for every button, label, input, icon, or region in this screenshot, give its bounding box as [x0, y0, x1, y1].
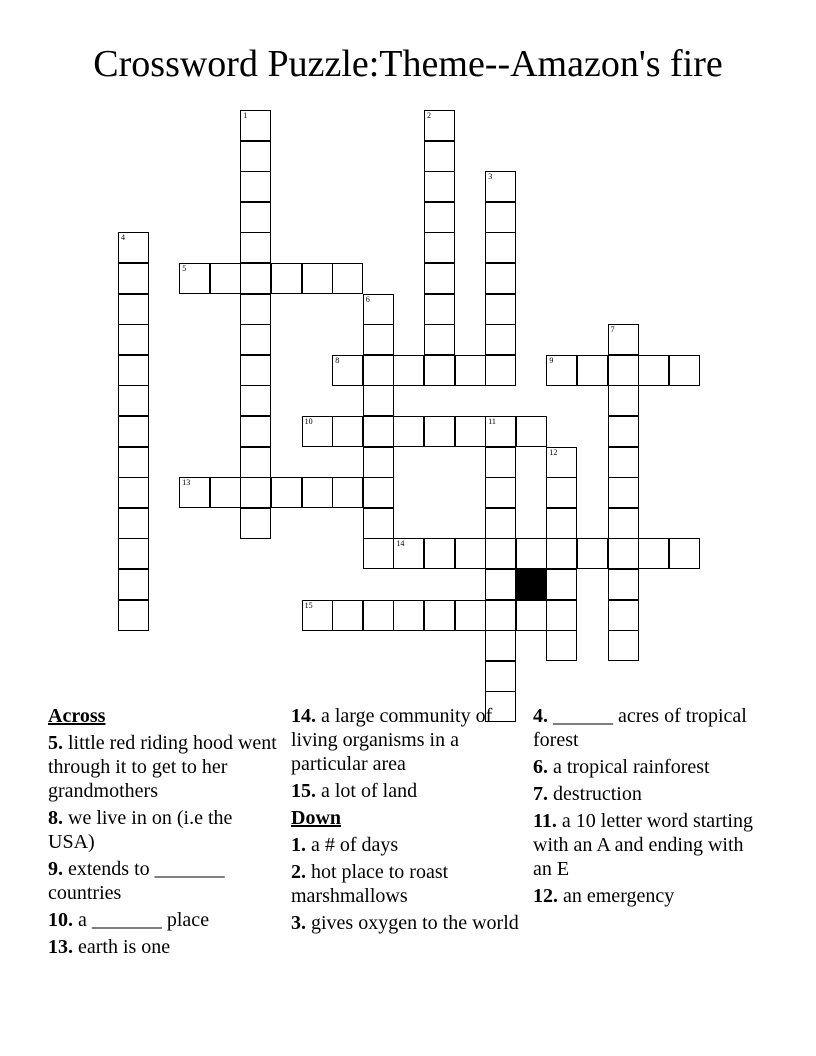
grid-cell[interactable]: [608, 324, 639, 355]
clues-column-1: [48, 704, 280, 962]
grid-cell[interactable]: [546, 508, 577, 539]
grid-cell[interactable]: [332, 416, 363, 447]
grid-cell[interactable]: [608, 447, 639, 478]
grid-cell[interactable]: [455, 538, 486, 569]
grid-cell[interactable]: [485, 538, 516, 569]
grid-cell[interactable]: [118, 416, 149, 447]
grid-cell[interactable]: [240, 202, 271, 233]
down-clue: 11. a 10 letter word starting with an A and ending with an E: [533, 810, 753, 880]
grid-cell[interactable]: [669, 538, 700, 569]
grid-cell[interactable]: [424, 232, 455, 263]
grid-cell[interactable]: [608, 385, 639, 416]
grid-cell[interactable]: [424, 110, 455, 141]
grid-cell[interactable]: [240, 294, 271, 325]
across-clue: 5. little red riding hood went through it to get to her grandmothers: [48, 732, 277, 802]
grid-cell[interactable]: [393, 355, 424, 386]
grid-cell[interactable]: [118, 385, 149, 416]
grid-cell[interactable]: [240, 416, 271, 447]
grid-cell[interactable]: [393, 600, 424, 631]
grid-cell[interactable]: [210, 263, 241, 294]
grid-cell[interactable]: [118, 569, 149, 600]
grid-cell[interactable]: [118, 263, 149, 294]
grid-cell[interactable]: [363, 324, 394, 355]
grid-cell[interactable]: [363, 355, 394, 386]
grid-cell[interactable]: [210, 477, 241, 508]
clues-column-2: [291, 704, 523, 938]
page-title: Crossword Puzzle:Theme--Amazon's fire: [93, 43, 723, 85]
grid-cell[interactable]: [363, 600, 394, 631]
grid-cell[interactable]: [485, 569, 516, 600]
grid-cell[interactable]: [240, 141, 271, 172]
grid-cell[interactable]: [485, 324, 516, 355]
grid-cell[interactable]: [302, 416, 333, 447]
grid-cell[interactable]: [638, 538, 669, 569]
grid-cell[interactable]: [363, 294, 394, 325]
across-clue: 13. earth is one: [48, 936, 171, 958]
grid-cell[interactable]: [424, 355, 455, 386]
grid-cell[interactable]: [179, 477, 210, 508]
grid-cell[interactable]: [118, 355, 149, 386]
cell-number: 7: [610, 325, 615, 335]
grid-cell[interactable]: [332, 263, 363, 294]
grid-cell[interactable]: [240, 355, 271, 386]
grid-cell[interactable]: [424, 141, 455, 172]
grid-cell[interactable]: [485, 294, 516, 325]
grid-cell[interactable]: [393, 538, 424, 569]
grid-cell[interactable]: [424, 538, 455, 569]
across-clue: 9. extends to _______ countries: [48, 858, 225, 904]
grid-cell[interactable]: [424, 171, 455, 202]
across-clue: 8. we live in on (i.e the USA): [48, 807, 233, 853]
down-clue: 4. ______ acres of tropical forest: [533, 705, 747, 751]
down-clue: 7. destruction: [533, 783, 642, 805]
cell-number: 13: [182, 478, 191, 488]
grid-cell[interactable]: [485, 232, 516, 263]
grid-cell[interactable]: [271, 263, 302, 294]
grid-cell[interactable]: [608, 477, 639, 508]
grid-cell[interactable]: [516, 538, 547, 569]
grid-cell[interactable]: [546, 355, 577, 386]
cell-number: 5: [182, 264, 187, 273]
grid-cell[interactable]: [608, 600, 639, 631]
grid-cell[interactable]: [546, 630, 577, 661]
grid-cell[interactable]: [608, 508, 639, 539]
grid-cell[interactable]: [485, 355, 516, 386]
grid-cell[interactable]: [516, 600, 547, 631]
clues-column-3: [533, 704, 765, 911]
cell-number: 4: [121, 233, 125, 243]
grid-cell[interactable]: [546, 600, 577, 631]
grid-cell[interactable]: [424, 294, 455, 325]
grid-cell[interactable]: [424, 416, 455, 447]
grid-cell[interactable]: [332, 355, 363, 386]
grid-cell[interactable]: [608, 416, 639, 447]
grid-cell[interactable]: [485, 630, 516, 661]
down-clue: 1. a # of days: [291, 834, 399, 856]
grid-cell[interactable]: [302, 477, 333, 508]
grid-cell[interactable]: [179, 263, 210, 294]
grid-cell[interactable]: [118, 538, 149, 569]
grid-cell[interactable]: [240, 477, 271, 508]
grid-cell[interactable]: [608, 630, 639, 661]
grid-cell[interactable]: [485, 171, 516, 202]
down-heading: Down: [291, 807, 342, 829]
cell-number: 10: [304, 417, 313, 426]
grid-cell[interactable]: [577, 355, 608, 386]
grid-cell[interactable]: [118, 294, 149, 325]
grid-cell[interactable]: [240, 110, 271, 141]
grid-cell[interactable]: [240, 447, 271, 478]
cell-number: 8: [335, 355, 340, 365]
grid-cell[interactable]: [485, 508, 516, 539]
cell-number: 11: [488, 417, 496, 426]
cell-number: 2: [427, 111, 431, 120]
cell-number: 14: [396, 539, 405, 549]
grid-cell[interactable]: [424, 202, 455, 233]
grid-cell[interactable]: [424, 263, 455, 294]
grid-cell[interactable]: [240, 232, 271, 263]
cell-number: 3: [488, 172, 493, 182]
down-clue: 6. a tropical rainforest: [533, 756, 710, 778]
grid-cell[interactable]: [608, 569, 639, 600]
grid-cell[interactable]: [546, 477, 577, 508]
grid-cell[interactable]: [638, 355, 669, 386]
grid-cell[interactable]: [455, 600, 486, 631]
grid-cell[interactable]: [669, 355, 700, 386]
across-clue: 10. a _______ place: [48, 909, 210, 931]
grid-cell[interactable]: [302, 600, 333, 631]
grid-cell[interactable]: [332, 600, 363, 631]
across-clue: 14. a large community of living organisms in a particular area: [291, 705, 493, 775]
grid-cell[interactable]: [363, 416, 394, 447]
grid-cell[interactable]: [516, 416, 547, 447]
grid-cell[interactable]: [118, 508, 149, 539]
grid-cell[interactable]: [485, 447, 516, 478]
grid-cell[interactable]: [240, 263, 271, 294]
grid-cell[interactable]: [118, 447, 149, 478]
grid-cell[interactable]: [485, 477, 516, 508]
grid-cell[interactable]: [424, 600, 455, 631]
cell-number: 9: [549, 355, 554, 365]
grid-cell[interactable]: [363, 447, 394, 478]
grid-cell[interactable]: [608, 355, 639, 386]
grid-cell[interactable]: [302, 263, 333, 294]
grid-cell[interactable]: [485, 661, 516, 692]
grid-cell[interactable]: [485, 202, 516, 233]
cell-number: 6: [365, 294, 370, 304]
grid-cell[interactable]: [118, 600, 149, 631]
grid-cell[interactable]: [393, 416, 424, 447]
grid-cell[interactable]: [485, 600, 516, 631]
grid-cell[interactable]: [546, 447, 577, 478]
grid-cell[interactable]: [240, 324, 271, 355]
grid-cell[interactable]: [363, 538, 394, 569]
grid-cell[interactable]: [546, 538, 577, 569]
down-clue: 2. hot place to roast marshmallows: [291, 861, 449, 907]
grid-cell[interactable]: [363, 385, 394, 416]
grid-cell[interactable]: [363, 508, 394, 539]
grid-cell[interactable]: [455, 416, 486, 447]
black-cell: [516, 569, 547, 600]
grid-cell[interactable]: [485, 416, 516, 447]
grid-cell[interactable]: [118, 232, 149, 263]
cell-number: 12: [549, 447, 558, 457]
grid-cell[interactable]: [271, 477, 302, 508]
grid-cell[interactable]: [118, 324, 149, 355]
across-clue: 15. a lot of land: [291, 780, 418, 802]
grid-cell[interactable]: [332, 477, 363, 508]
grid-cell[interactable]: [240, 385, 271, 416]
down-clue: 12. an emergency: [533, 885, 675, 907]
grid-cell[interactable]: [455, 355, 486, 386]
down-clue: 3. gives oxygen to the world: [291, 912, 519, 934]
cell-number: 1: [243, 111, 248, 120]
grid-cell[interactable]: [363, 477, 394, 508]
cell-number: 15: [304, 600, 313, 610]
grid-cell[interactable]: [546, 569, 577, 600]
grid-cell[interactable]: [240, 171, 271, 202]
grid-cell[interactable]: [118, 477, 149, 508]
grid-cell[interactable]: [424, 324, 455, 355]
grid-cell[interactable]: [577, 538, 608, 569]
grid-cell[interactable]: [485, 263, 516, 294]
grid-cell[interactable]: [240, 508, 271, 539]
grid-cell[interactable]: [608, 538, 639, 569]
across-heading: Across: [48, 705, 106, 727]
